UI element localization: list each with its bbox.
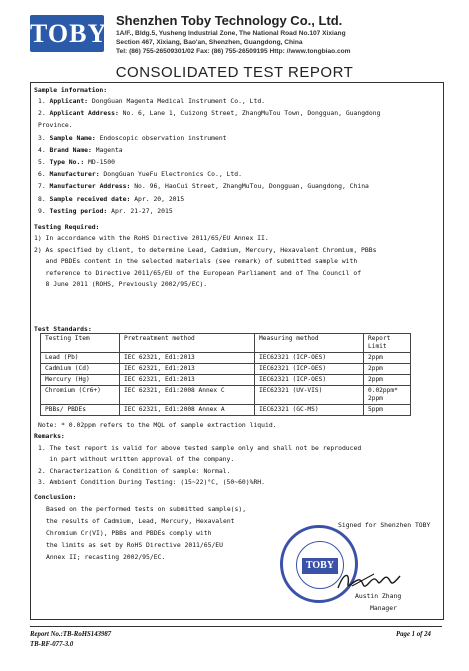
sample-info-item bbox=[38, 207, 173, 215]
sample-info-item bbox=[38, 158, 115, 166]
table-cell: Cadmium (Cd) bbox=[41, 364, 120, 375]
col-report-limit: Report Limit bbox=[364, 334, 411, 353]
standards-note: Note: * 0.02ppm refers to the MQL of sample extraction liquid. bbox=[38, 421, 277, 429]
testing-required-line: 1) In accordance with the RoHS Directive 2011/65/EU Annex II. bbox=[34, 234, 269, 242]
table-cell: IEC 62321, Ed1:2013 bbox=[120, 375, 255, 386]
conclusion-heading: Conclusion: bbox=[34, 493, 77, 501]
sample-item-value: Magenta bbox=[91, 145, 123, 154]
company-address-2: Section 467, Xixiang, Bao'an, Shenzhen, Guangdong, China bbox=[116, 39, 303, 46]
sample-item-label: Manufacturer Address: bbox=[49, 182, 131, 191]
form-number: TB-RF-077-3.0 bbox=[30, 641, 74, 648]
company-address-1: 1A/F., Bldg.5, Yusheng Industrial Zone, The National Road No.107 Xixiang bbox=[116, 30, 346, 37]
sample-item-label: Brand Name: bbox=[49, 145, 92, 154]
report-title: CONSOLIDATED TEST REPORT bbox=[115, 64, 354, 81]
remark-line: 3. Ambient Condition During Testing: (15~22)°C, (50~60)%RH. bbox=[38, 478, 266, 487]
table-cell: IEC62321 (ICP-OES) bbox=[255, 364, 364, 375]
testing-required-line: 8 June 2011 (ROHS, Previously 2002/95/EC). bbox=[34, 280, 208, 288]
standards-table bbox=[40, 333, 411, 416]
col-testing-item: Testing Item bbox=[41, 334, 120, 353]
sample-info-item bbox=[38, 109, 380, 117]
signature bbox=[334, 568, 404, 594]
report-number: Report No.:TB-RoHS143987 bbox=[30, 631, 112, 638]
sample-item-label: Applicant: bbox=[49, 97, 89, 105]
remark-line: 2. Characterization & Condition of sample: Normal. bbox=[38, 466, 231, 475]
table-row bbox=[41, 386, 411, 405]
sample-info-item bbox=[38, 195, 184, 203]
sample-item-value: MD-1500 bbox=[84, 158, 115, 166]
sample-item-label: Applicant Address: bbox=[49, 109, 119, 118]
sample-item-value: Province. bbox=[38, 121, 73, 130]
sample-heading: Sample information: bbox=[34, 86, 108, 94]
sample-item-number: 7. bbox=[38, 182, 50, 191]
table-row bbox=[41, 364, 411, 375]
sample-item-label: Sample received date: bbox=[49, 194, 131, 203]
sample-item-value: Apr. 21-27, 2015 bbox=[107, 206, 173, 215]
table-cell: Lead (Pb) bbox=[41, 353, 120, 364]
sample-info-item bbox=[38, 146, 123, 154]
sample-info-item bbox=[38, 134, 227, 142]
table-row bbox=[41, 353, 411, 364]
footer-divider bbox=[30, 626, 442, 627]
sample-item-value: No. 96, HaoCui Street, ZhangMuTou, Dongguan, Guangdong, China bbox=[130, 182, 369, 191]
remark-line: 1. The test report is valid for above tested sample only and shall not be reproduced bbox=[38, 444, 362, 452]
sample-info-item bbox=[38, 121, 73, 129]
toby-logo: TOBY bbox=[30, 15, 104, 52]
sample-item-label: Sample Name: bbox=[49, 133, 96, 142]
sample-item-number: 3. bbox=[38, 133, 50, 142]
table-cell: 5ppm bbox=[364, 405, 411, 416]
sample-item-number: 2. bbox=[38, 109, 50, 118]
standards-heading: Test Standards: bbox=[34, 325, 92, 333]
sample-item-value: Apr. 20, 2015 bbox=[130, 194, 185, 203]
table-cell: 2ppm bbox=[364, 364, 411, 375]
table-cell: IEC 62321, Ed1:2013 bbox=[120, 353, 255, 364]
table-row bbox=[41, 405, 411, 416]
col-pretreatment: Pretreatment method bbox=[120, 334, 255, 353]
table-cell: IEC 62321, Ed1:2008 Annex A bbox=[120, 405, 255, 416]
sample-info-item bbox=[38, 170, 242, 178]
signer-name: Austin Zhang bbox=[355, 592, 402, 600]
sample-item-number: 6. bbox=[38, 170, 50, 179]
table-cell: 0.02ppm* 2ppm bbox=[364, 386, 411, 405]
sample-item-value: No. 6, Lane 1, Cuizong Street, ZhangMuTou Town, Dongguan, Guangdong bbox=[118, 109, 381, 118]
signer-role: Manager bbox=[370, 604, 397, 612]
sample-item-value: DongGuan Magenta Medical Instrument Co., Ltd. bbox=[88, 97, 266, 105]
table-cell: IEC 62321, Ed1:2008 Annex C bbox=[120, 386, 255, 405]
table-cell: IEC62321 (ICP-OES) bbox=[255, 375, 364, 386]
conclusion-line: Annex II; recasting 2002/95/EC. bbox=[46, 553, 166, 561]
table-cell: IEC62321 (UV-VIS) bbox=[255, 386, 364, 405]
table-cell: IEC62321 (ICP-OES) bbox=[255, 353, 364, 364]
conclusion-line: the results of Cadmium, Lead, Mercury, Hexavalent bbox=[46, 517, 235, 525]
table-cell: 2ppm bbox=[364, 375, 411, 386]
col-measuring: Measuring method bbox=[255, 334, 364, 353]
sample-info-item bbox=[38, 182, 369, 190]
sample-item-number: 5. bbox=[38, 158, 50, 166]
sample-item-number: 9. bbox=[38, 206, 50, 215]
table-cell: PBBs/ PBDEs bbox=[41, 405, 120, 416]
sample-item-value: Endoscopic observation instrument bbox=[95, 133, 227, 142]
sample-item-number: 8. bbox=[38, 194, 50, 203]
signed-for-label: Signed for Shenzhen TOBY bbox=[338, 521, 431, 529]
table-cell: IEC62321 (GC-MS) bbox=[255, 405, 364, 416]
testing-required-heading: Testing Required: bbox=[34, 223, 100, 231]
conclusion-line: Chromium Cr(VI), PBBs and PBDEs comply with bbox=[46, 529, 212, 537]
table-cell: Chromium (Cr6+) bbox=[41, 386, 120, 405]
conclusion-line: the limits as set by RoHS Directive 2011/65/EU bbox=[46, 541, 223, 549]
table-cell: IEC 62321, Ed1:2013 bbox=[120, 364, 255, 375]
sample-item-value: DongGuan YueFu Electronics Co., Ltd. bbox=[99, 170, 242, 179]
company-seal: TOBY bbox=[280, 525, 358, 603]
testing-required-line: reference to Directive 2011/65/EU of the European Parliament and of The Council of bbox=[34, 268, 362, 277]
table-cell: 2ppm bbox=[364, 353, 411, 364]
testing-required-line: 2) As specified by client, to determine Lead, Cadmium, Mercury, Hexavalent Chromium, PBBs bbox=[34, 245, 377, 254]
company-name: Shenzhen Toby Technology Co., Ltd. bbox=[116, 13, 343, 28]
conclusion-line: Based on the performed tests on submitted sample(s), bbox=[46, 505, 247, 513]
testing-required-line: and PBDEs content in the selected materials (see remark) of submitted sample with bbox=[34, 257, 358, 265]
remark-line: in part without written approval of the company. bbox=[38, 455, 235, 464]
sample-item-number: 1. bbox=[38, 97, 50, 105]
sample-item-label: Type No.: bbox=[49, 158, 85, 166]
table-header-row bbox=[41, 334, 411, 353]
sample-item-label: Testing period: bbox=[49, 206, 108, 215]
remarks-heading: Remarks: bbox=[34, 432, 65, 440]
page-number: Page 1 of 24 bbox=[396, 631, 431, 638]
sample-item-label: Manufacturer: bbox=[49, 170, 100, 179]
company-contact: Tel: (86) 755-26509301/02 Fax: (86) 755-26509195 Http: //www.tongbiao.com bbox=[116, 48, 351, 55]
sample-item-number: 4. bbox=[38, 145, 50, 154]
sample-info-item bbox=[38, 97, 265, 105]
table-row bbox=[41, 375, 411, 386]
table-cell: Mercury (Hg) bbox=[41, 375, 120, 386]
